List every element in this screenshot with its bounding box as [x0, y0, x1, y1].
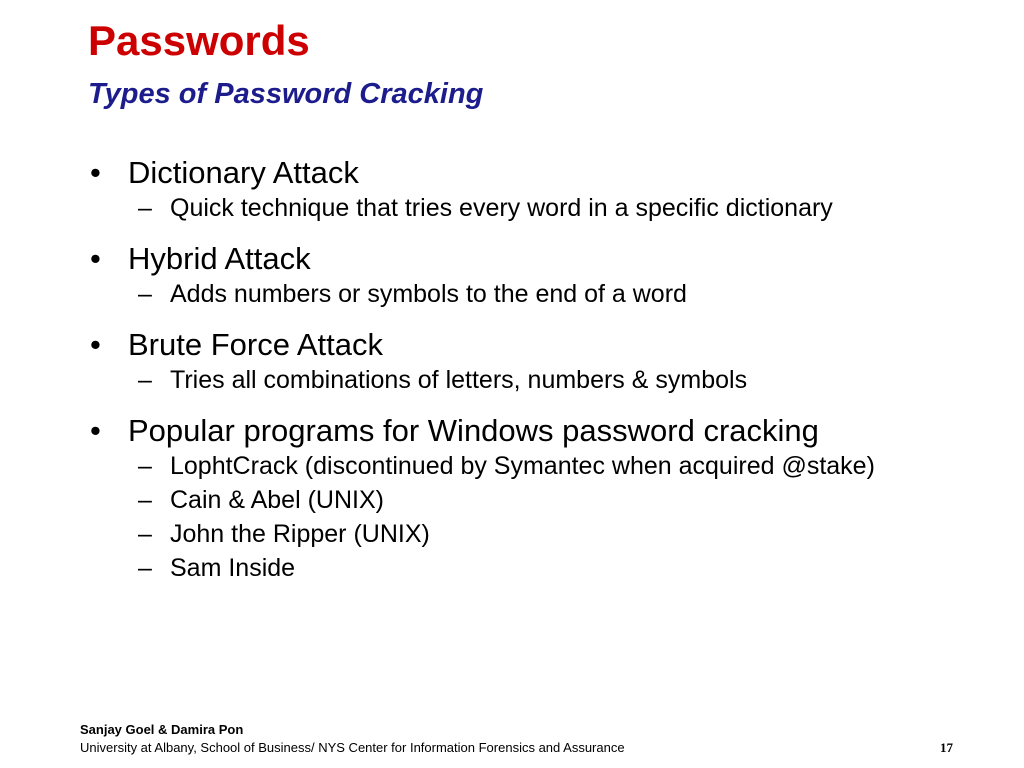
sub-bullet-text: LophtCrack (discontinued by Symantec when acquired @stake) [170, 452, 875, 480]
bullet-marker: • [90, 327, 101, 362]
footer-organization: University at Albany, School of Business/ NYS Center for Information Forensics and Assurance [80, 740, 625, 755]
bullet-text: Dictionary Attack [128, 155, 359, 190]
dash-marker: – [138, 520, 152, 548]
dash-marker: – [138, 452, 152, 480]
bullet-item-dictionary-attack [88, 154, 988, 225]
slide-title: Passwords [88, 17, 310, 64]
bullet-item-popular-programs [88, 412, 988, 585]
bullet-marker: • [90, 155, 101, 190]
dash-marker: – [138, 554, 152, 582]
dash-marker: – [138, 194, 152, 222]
page-number: 17 [940, 740, 953, 755]
bullet-text: Brute Force Attack [128, 327, 383, 362]
bullet-item-hybrid-attack [88, 240, 988, 311]
footer-authors: Sanjay Goel & Damira Pon [80, 722, 244, 737]
dash-marker: – [138, 366, 152, 394]
sub-bullet-text: Adds numbers or symbols to the end of a word [170, 280, 687, 308]
slide-subtitle: Types of Password Cracking [88, 78, 484, 110]
bullet-marker: • [90, 413, 101, 448]
sub-bullet-text: Sam Inside [170, 554, 296, 582]
bullet-text: Hybrid Attack [128, 241, 311, 276]
dash-marker: – [138, 486, 152, 514]
sub-bullet-text: John the Ripper (UNIX) [170, 520, 430, 548]
sub-bullet-text: Tries all combinations of letters, numbers & symbols [170, 366, 748, 394]
sub-bullet-text: Cain & Abel (UNIX) [170, 486, 384, 514]
bullet-marker: • [90, 241, 101, 276]
sub-bullet-text: Quick technique that tries every word in a specific dictionary [170, 194, 833, 222]
dash-marker: – [138, 280, 152, 308]
bullet-item-brute-force-attack [88, 326, 988, 397]
bullet-list [88, 154, 988, 600]
bullet-text: Popular programs for Windows password cracking [128, 413, 819, 448]
